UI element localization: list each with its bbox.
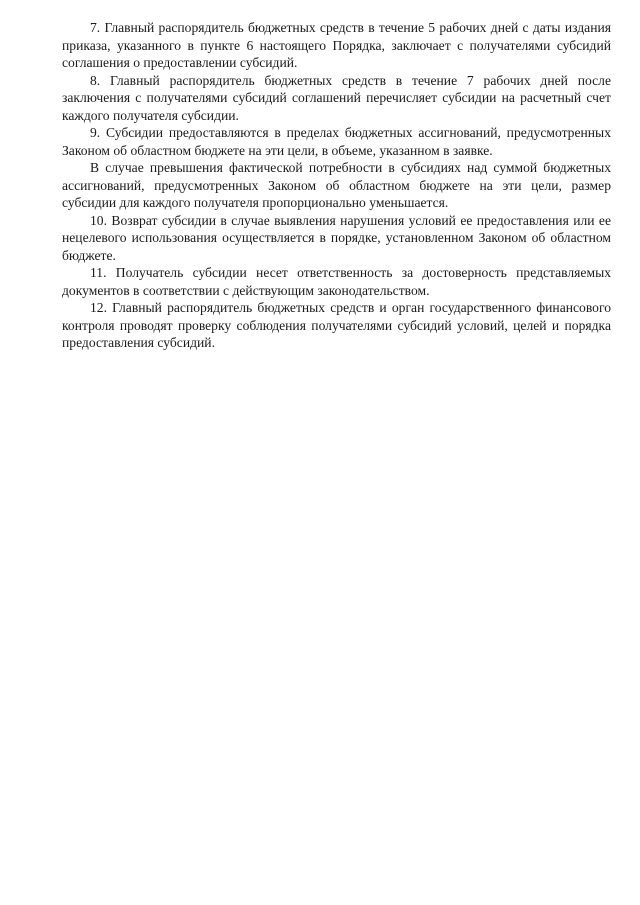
paragraph-item-12: 12. Главный распорядитель бюджетных средств и орган государственного финансового контроля проводят проверку соблюдения получателями субсидий условий, целей и порядка предоставления субсидий.: [62, 300, 611, 350]
paragraph-item-11: 11. Получатель субсидии несет ответственность за достоверность представляемых документов в соответствии с действующим законодательством.: [62, 265, 611, 298]
paragraph-item-10: 10. Возврат субсидии в случае выявления нарушения условий ее предоставления или ее нецелевого использования осуществляется в порядке, установленном Законом об областном бюджете.: [62, 212, 611, 263]
paragraph-item-8: 8. Главный распорядитель бюджетных средств в течение 7 рабочих дней после заключения с получателями субсидий соглашений перечисляет субсидии на расчетный счет каждого получателя субсидии.: [62, 72, 611, 123]
paragraph-item-9: 9. Субсидии предоставляются в пределах бюджетных ассигнований, предусмотренных Законом об областном бюджете на эти цели, в объеме, указанном в заявке.: [62, 125, 611, 158]
document-page: [62, 19, 611, 352]
paragraph-item-9-continuation: В случае превышения фактической потребности в субсидиях над суммой бюджетных ассигнований, предусмотренных Законом об областном бюджете на эти цели, размер субсидии для каждого получателя пропорционально уменьшается.: [62, 160, 611, 210]
paragraph-item-7: 7. Главный распорядитель бюджетных средств в течение 5 рабочих дней с даты издания приказа, указанного в пункте 6 настоящего Порядка, заключает с получателями субсидий соглашения о предоставлении субсидий.: [62, 20, 611, 70]
